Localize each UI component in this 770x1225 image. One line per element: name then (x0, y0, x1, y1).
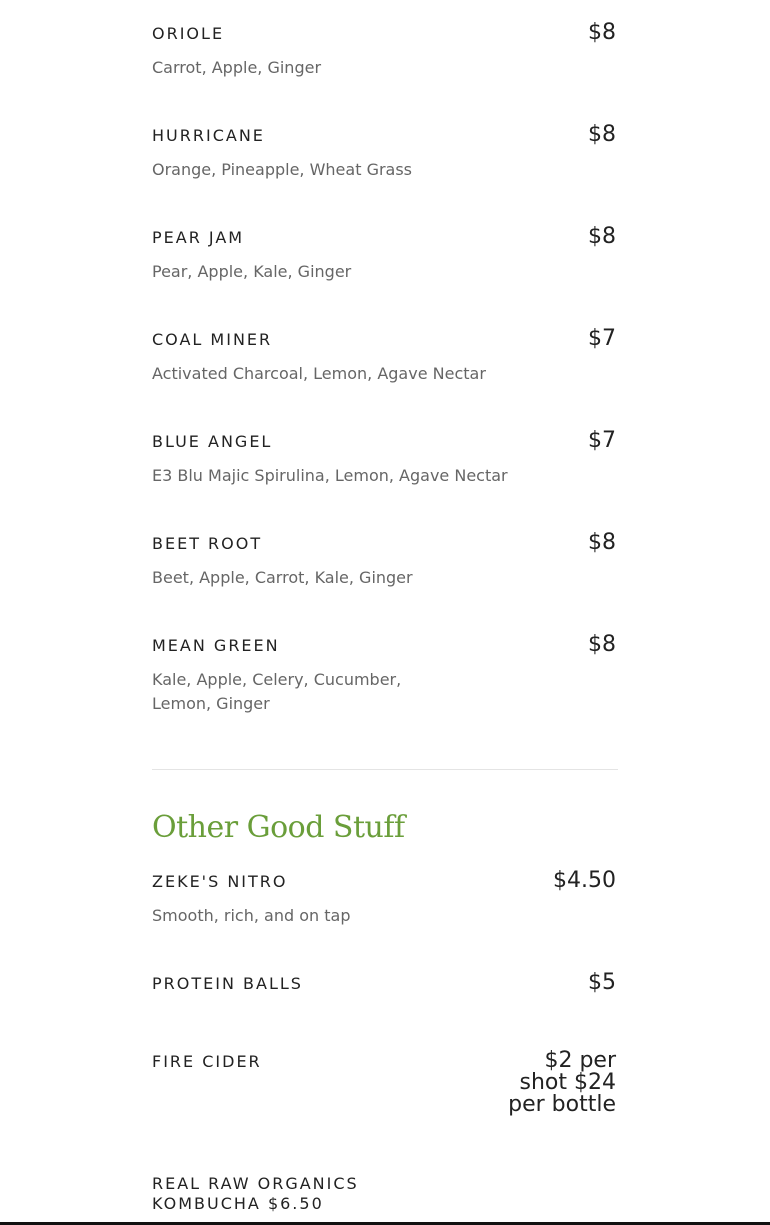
item-price: $2 per shot $24 per bottle (508, 1048, 616, 1117)
item-description: Pear, Apple, Kale, Ginger (152, 262, 352, 281)
item-name: FIRE CIDER (152, 1052, 262, 1071)
item-price: $4.50 (553, 868, 616, 893)
item-price: $5 (588, 970, 616, 995)
item-price: $8 (588, 20, 616, 45)
item-price: $8 (588, 530, 616, 555)
item-description: Orange, Pineapple, Wheat Grass (152, 160, 413, 179)
item-price: $8 (588, 632, 616, 657)
item-price: $8 (588, 224, 616, 249)
item-name: BLUE ANGEL (152, 432, 273, 451)
item-name: REAL RAW ORGANICS KOMBUCHA $6.50 (152, 1174, 359, 1213)
item-name: PEAR JAM (152, 228, 245, 247)
item-description: Kale, Apple, Celery, Cucumber, Lemon, Ginger (152, 670, 402, 713)
item-description: Activated Charcoal, Lemon, Agave Nectar (152, 364, 486, 383)
item-name: ORIOLE (152, 24, 225, 43)
item-name: BEET ROOT (152, 534, 263, 553)
section-divider (152, 769, 618, 770)
item-name: ZEKE'S NITRO (152, 872, 288, 891)
item-description: Smooth, rich, and on tap (152, 906, 351, 925)
item-name: HURRICANE (152, 126, 265, 145)
item-name: MEAN GREEN (152, 636, 280, 655)
section-title: Other Good Stuff (152, 810, 405, 845)
item-name: PROTEIN BALLS (152, 974, 303, 993)
item-description: Carrot, Apple, Ginger (152, 58, 322, 77)
item-description: Beet, Apple, Carrot, Kale, Ginger (152, 568, 413, 587)
item-price: $7 (588, 326, 616, 351)
item-name: COAL MINER (152, 330, 273, 349)
item-price: $7 (588, 428, 616, 453)
item-price: $8 (588, 122, 616, 147)
item-description: E3 Blu Majic Spirulina, Lemon, Agave Nectar (152, 466, 508, 485)
